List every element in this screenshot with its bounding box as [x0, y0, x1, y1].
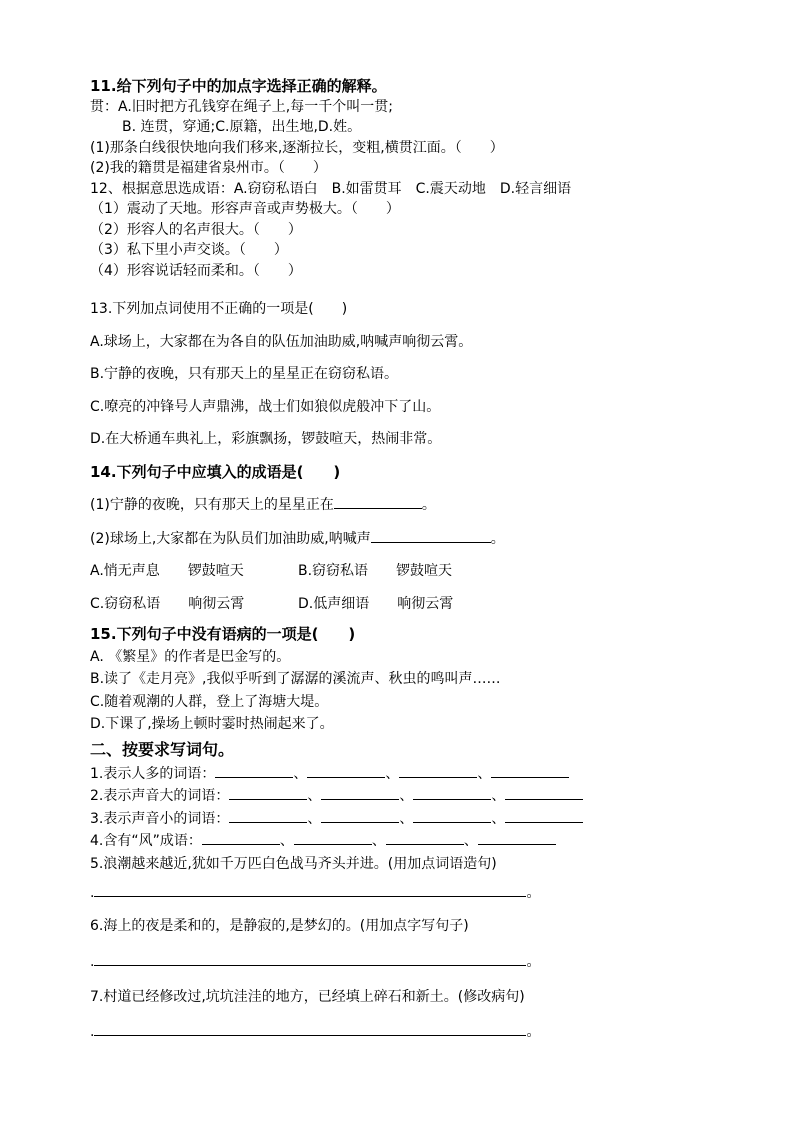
words-1-blank-4[interactable] [491, 763, 569, 778]
answer-5-start: . [90, 885, 95, 901]
q14-options-row-1 [90, 561, 650, 582]
answer-6-blank[interactable] [94, 951, 526, 966]
words-2-blank-2[interactable] [321, 785, 399, 800]
separator: 、 [307, 788, 322, 804]
q11-item-2: (2)我的籍贯是福建省泉州市。（ ） [90, 160, 327, 176]
sentence-task-6: 6.海上的夜是柔和的，是静寂的,是梦幻的。(用加点字写句子) [90, 918, 469, 934]
q15-title: 15.下列句子中没有语病的一项是( ) [90, 625, 356, 643]
sentence-task-5: 5.浪潮越来越近,犹如千万匹白色战马齐头并进。(用加点词语造句) [90, 855, 497, 872]
words-1-label: 1.表示人多的词语： [90, 765, 216, 782]
q14-sentence-1 [90, 494, 650, 516]
q11-definition-line1: 贯：A.旧时把方孔钱穿在绳子上,每一千个叫一贯; [90, 98, 393, 115]
q11-item-1: (1)那条白线很快地向我们移来,逐渐拉长，变粗,横贯江面。（ ） [90, 139, 504, 156]
q13-option-b: B.宁静的夜晚，只有那天上的星星正在窃窃私语。 [90, 366, 399, 382]
words-2-blank-4[interactable] [505, 785, 583, 800]
q12-title: 12、根据意思选成语：A.窃窃私语白 B.如雷贯耳 C.震天动地 D.轻言细语 [90, 180, 572, 197]
section2-heading: 二、按要求写词句。 [90, 739, 235, 759]
q12-item-4: （4）形容说话轻而柔和。（ ） [90, 262, 302, 279]
q14-title: 14.下列句子中应填入的成语是( ) [90, 462, 341, 481]
words-2-blank-1[interactable] [229, 785, 307, 800]
q14-option-b: B.窃窃私语 锣鼓喧天 [298, 563, 453, 579]
q14-option-c: C.窃窃私语 响彻云霄 [90, 595, 245, 612]
words-sound-loud [90, 785, 650, 807]
words-3-blank-4[interactable] [505, 808, 583, 823]
words-1-blank-2[interactable] [307, 763, 385, 778]
words-people-many [90, 763, 650, 785]
q11-definition-line2: B. 连贯，穿通;C.原籍，出生地,D.姓。 [122, 119, 362, 135]
words-4-blank-2[interactable] [294, 830, 372, 845]
words-4-blank-4[interactable] [478, 830, 556, 845]
q12-item-1: （1）震动了天地。形容声音或声势极大。（ ） [90, 201, 400, 217]
q14-s2-text: (2)球场上,大家都在为队员们加油助威,呐喊声 [90, 530, 371, 547]
words-4-blank-1[interactable] [202, 830, 280, 845]
answer-7-end: 。 [526, 1024, 541, 1040]
q14-s1-text: (1)宁静的夜晚，只有那天上的星星正在 [90, 497, 334, 513]
q15-option-a: A. 《繁星》的作者是巴金写的。 [90, 648, 291, 665]
words-2-blank-3[interactable] [413, 785, 491, 800]
words-1-blank-3[interactable] [399, 763, 477, 778]
q15-option-d: D.下课了,操场上顿时霎时热闹起来了。 [90, 716, 334, 732]
separator: 、 [371, 833, 386, 849]
words-3-blank-1[interactable] [229, 808, 307, 823]
q13-option-c: C.嘹亮的冲锋号人声鼎沸，战士们如狼似虎般冲下了山。 [90, 398, 441, 415]
q15-option-c: C.随着观潮的人群，登上了海塘大堤。 [90, 693, 329, 710]
words-3-blank-2[interactable] [321, 808, 399, 823]
separator: 、 [307, 810, 322, 827]
words-3-label: 3.表示声音小的词语： [90, 810, 230, 827]
answer-6-end: 。 [526, 953, 541, 970]
q14-sentence-2 [90, 528, 650, 550]
q11-title: 11.给下列句子中的加点字选择正确的解释。 [90, 77, 387, 95]
q14-s1-blank[interactable] [334, 494, 422, 509]
q14-s2-end: 。 [490, 530, 505, 547]
separator: 、 [293, 765, 308, 782]
answer-5-blank[interactable] [94, 882, 526, 897]
separator: 、 [491, 810, 506, 827]
words-4-label: 4.含有“风”成语： [90, 833, 202, 849]
separator: 、 [491, 788, 506, 804]
q14-option-a: A.悄无声息 锣鼓喧天 [90, 563, 244, 579]
answer-6-start: . [90, 953, 95, 970]
words-sound-quiet [90, 808, 650, 830]
words-1-blank-1[interactable] [215, 763, 293, 778]
answer-5-end: 。 [526, 885, 541, 901]
q12-item-2: （2）形容人的名声很大。（ ） [90, 221, 302, 238]
separator: 、 [399, 788, 414, 804]
words-3-blank-3[interactable] [413, 808, 491, 823]
q14-options-row-2 [90, 594, 650, 615]
answer-line-7 [90, 1021, 650, 1043]
words-4-blank-3[interactable] [386, 830, 464, 845]
separator: 、 [279, 833, 294, 849]
q14-s2-blank[interactable] [371, 528, 491, 543]
worksheet [90, 76, 650, 1043]
q13-title: 13.下列加点词使用不正确的一项是( ) [90, 301, 348, 317]
q14-option-d: D.低声细语 响彻云霄 [298, 595, 454, 612]
words-2-label: 2.表示声音大的词语： [90, 788, 230, 804]
q12-item-3: （3）私下里小声交谈。（ ） [90, 242, 288, 258]
answer-7-start: . [90, 1024, 95, 1040]
answer-line-5 [90, 882, 650, 904]
separator: 、 [477, 765, 492, 782]
q15-option-b: B.读了《走月亮》,我似乎听到了潺潺的溪流声、秋虫的鸣叫声…… [90, 671, 501, 687]
sentence-task-7: 7.村道已经修改过,坑坑洼洼的地方，已经填上碎石和新土。(修改病句) [90, 988, 525, 1005]
q14-s1-end: 。 [421, 497, 436, 513]
answer-line-6 [90, 951, 650, 973]
separator: 、 [463, 833, 478, 849]
separator: 、 [385, 765, 400, 782]
q13-option-a: A.球场上，大家都在为各自的队伍加油助威,呐喊声响彻云霄。 [90, 333, 473, 350]
separator: 、 [399, 810, 414, 827]
q13-option-d: D.在大桥通车典礼上，彩旗飘扬，锣鼓喧天，热闹非常。 [90, 431, 442, 447]
answer-7-blank[interactable] [94, 1021, 526, 1036]
words-wind-idioms [90, 830, 650, 852]
